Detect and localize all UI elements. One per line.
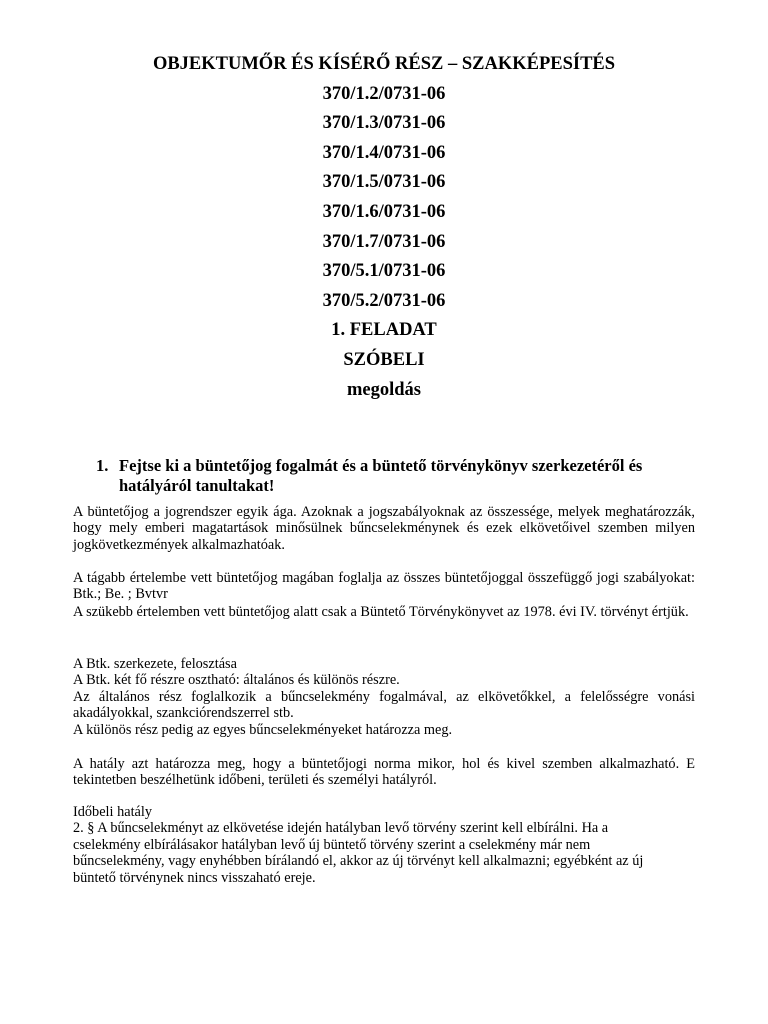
qualification-code: 370/1.5/0731-06 <box>322 172 446 193</box>
paragraph-narrow-sense: A szükebb értelemben vett büntetőjog alatt csak a Büntető Törvénykönyvet az 1978. évi IV. törvényt értjük. <box>73 604 689 620</box>
qualification-code: 370/5.1/0731-06 <box>322 261 446 282</box>
text-line: A különös rész pedig az egyes bűncselekményeket határozza meg. <box>73 721 453 738</box>
qualification-code: 370/1.7/0731-06 <box>322 231 446 252</box>
text-line: büntető törvénynek nincs visszaható ereje. <box>73 869 316 886</box>
document-title: OBJEKTUMŐR ÉS KÍSÉRŐ RÉSZ – SZAKKÉPESÍTÉS <box>152 54 616 74</box>
qualification-code: 370/5.2/0731-06 <box>322 290 446 311</box>
text-line: cselekmény elbírálásakor hatályban levő új büntető törvény szerint a cselekmény már nem <box>73 836 591 853</box>
paragraph-broad-sense: A tágabb értelembe vett büntetőjog magában foglalja az összes büntetőjoggal összefüggő jogi szabályokat: Btk.; Be. ; Bvtvr <box>73 570 695 603</box>
question-heading <box>96 456 696 495</box>
task-subtitle: megoldás <box>347 379 421 400</box>
question-text: Fejtse ki a büntetőjog fogalmát és a büntető törvénykönyv szerkezetéről és hatályáról tanultakat! <box>119 456 643 495</box>
section-heading: Időbeli hatály <box>73 804 153 820</box>
section-structure <box>73 656 695 738</box>
text-line: A Btk. két fő részre osztható: általános és különös részre. <box>73 672 400 689</box>
qualification-code: 370/1.4/0731-06 <box>322 142 446 163</box>
question-number: 1. <box>96 456 109 475</box>
section-heading: A Btk. szerkezete, felosztása <box>73 656 237 672</box>
qualification-code: 370/1.3/0731-06 <box>322 113 446 134</box>
task-type: SZÓBELI <box>343 349 425 370</box>
qualification-code: 370/1.2/0731-06 <box>322 83 446 104</box>
paragraph-definition: A büntetőjog a jogrendszer egyik ága. Azoknak a jogszabályoknak az összessége, melyek meghatározzák, hogy mely emberi magatartások minősülnek bűncselekménynek és ezek elkövetőivel szemben milyen jogkövetkezmények alkalmazhatóak. <box>73 504 695 553</box>
text-line: 2. § A bűncselekményt az elkövetése idején hatályban levő törvény szerint kell elbírálni. Ha a <box>73 820 609 837</box>
section-temporal-scope <box>73 804 695 886</box>
qualification-code: 370/1.6/0731-06 <box>322 201 446 222</box>
text-line: Az általános rész foglalkozik a bűncselekmény fogalmával, az elkövetőkkel, a felelősségre vonási akadályokkal, szankciórendszerrel stb. <box>73 688 695 722</box>
text-line: bűncselekmény, vagy enyhébben bírálandó el, akkor az új törvényt kell alkalmazni; egyébként az új <box>73 853 644 870</box>
document-title-block <box>0 50 768 405</box>
task-number: 1. FELADAT <box>331 320 437 341</box>
paragraph-scope: A hatály azt határozza meg, hogy a büntetőjogi norma mikor, hol és kivel szemben alkalmazható. E tekintetben beszélhetünk időbeni, területi és személyi hatályról. <box>73 756 695 789</box>
